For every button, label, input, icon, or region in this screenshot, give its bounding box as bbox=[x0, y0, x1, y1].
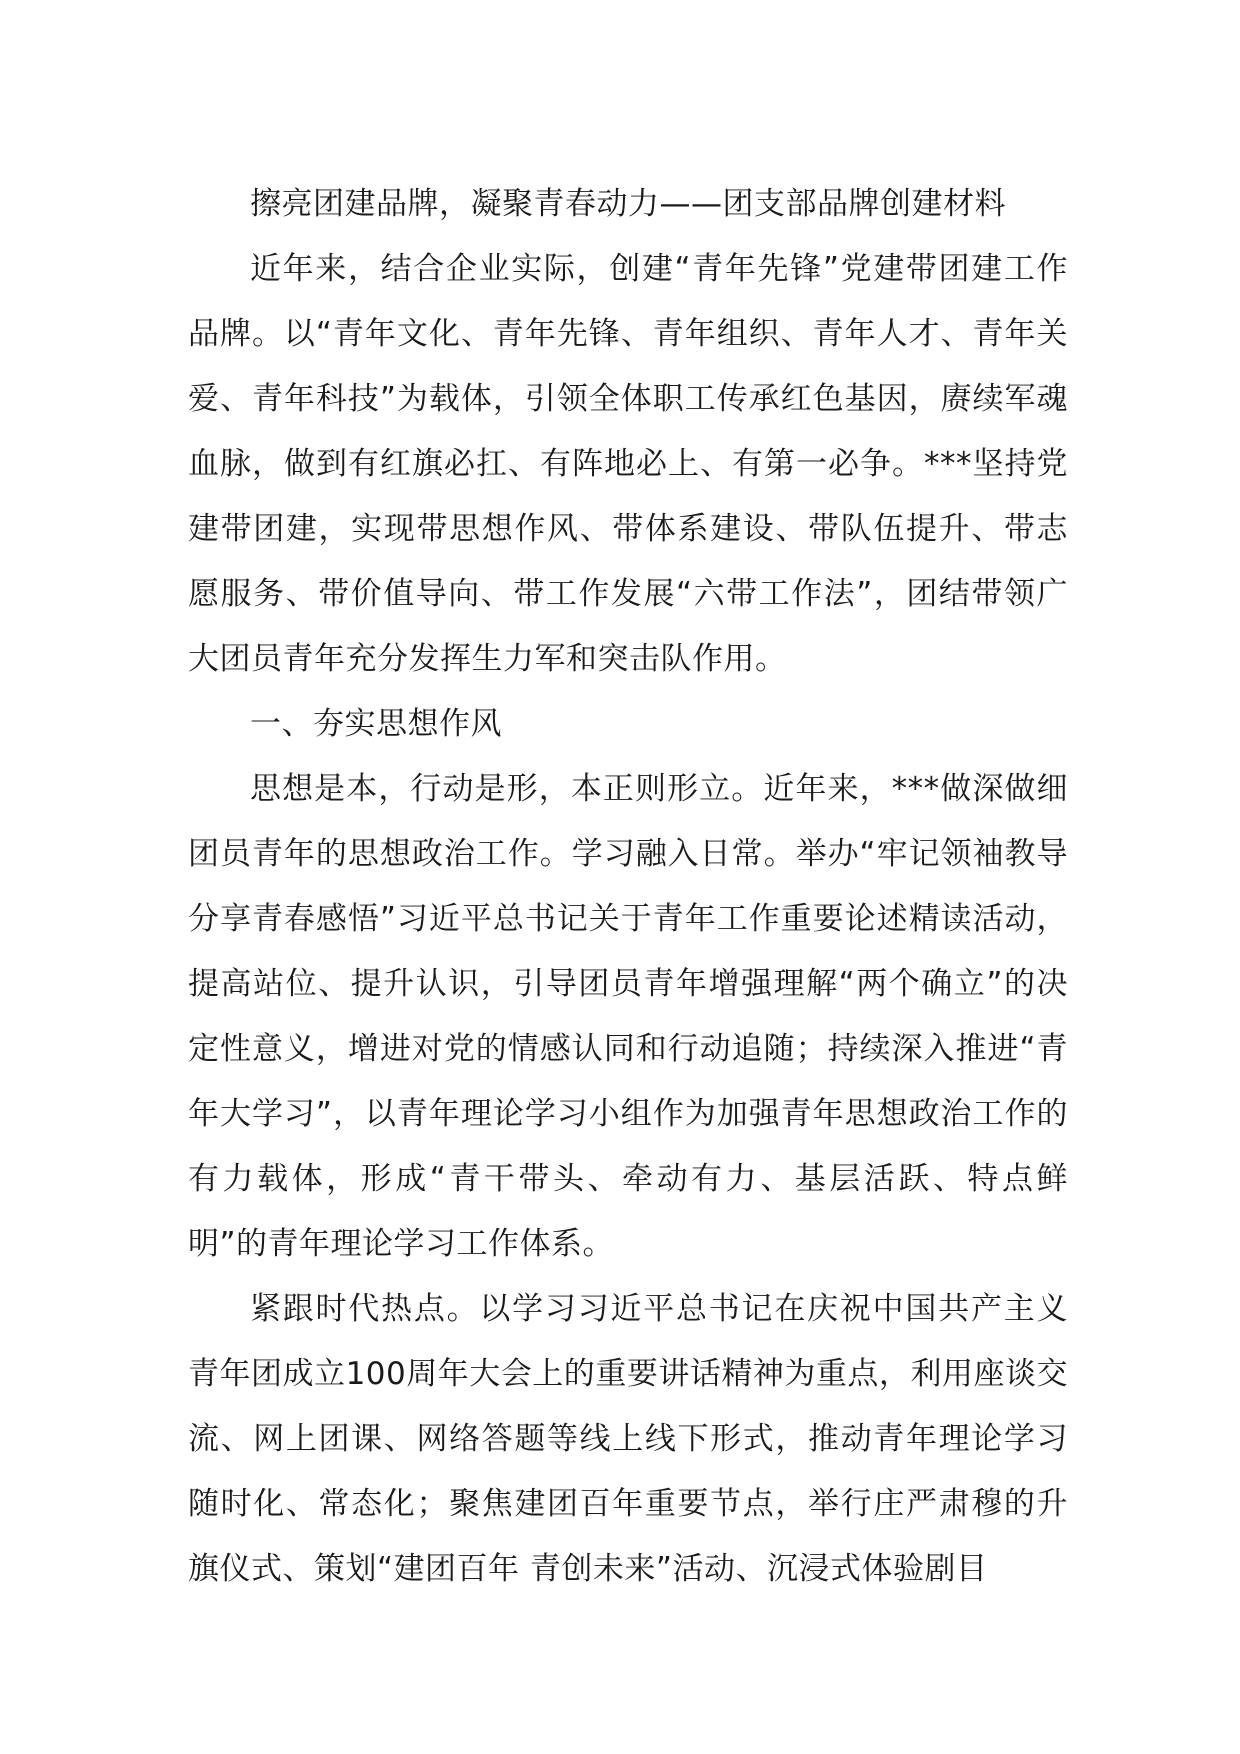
body-paragraph: 思想是本，行动是形，本正则形立。近年来，***做深做细团员青年的思想政治工作。学习融入日常。举办“牢记领袖教导 分享青春感悟”习近平总书记关于青年工作重要论述精读活动，提高站位、提升认识，引导团员青年增强理解“两个确立”的决定性意义，增进对党的情感认同和行动追随；持续深入推进“青年大学习”，以青年理论学习小组作为加强青年思想政治工作的有力载体，形成“青干带头、牵动有力、基层活跃、特点鲜明”的青年理论学习工作体系。 bbox=[188, 771, 1068, 1262]
document-title: 擦亮团建品牌，凝聚青春动力——团支部品牌创建材料 bbox=[250, 186, 1006, 222]
document-body bbox=[188, 172, 1068, 1602]
body-paragraph: 紧跟时代热点。以学习习近平总书记在庆祝中国共产主义青年团成立100周年大会上的重要讲话精神为重点，利用座谈交流、网上团课、网络答题等线上线下形式，推动青年理论学习随时化、常态化；聚焦建团百年重要节点，举行庄严肃穆的升旗仪式、策划“建团百年 青创未来”活动、沉浸式体验剧目 bbox=[188, 1291, 1068, 1587]
section-heading: 一、夯实思想作风 bbox=[250, 706, 502, 742]
intro-paragraph: 近年来，结合企业实际，创建“青年先锋”党建带团建工作品牌。以“青年文化、青年先锋、青年组织、青年人才、青年关爱、青年科技”为载体，引领全体职工传承红色基因，赓续军魂血脉，做到有红旗必扛、有阵地必上、有第一必争。***坚持党建带团建，实现带思想作风、带体系建设、带队伍提升、带志愿服务、带价值导向、带工作发展“六带工作法”，团结带领广大团员青年充分发挥生力军和突击队作用。 bbox=[188, 251, 1068, 677]
